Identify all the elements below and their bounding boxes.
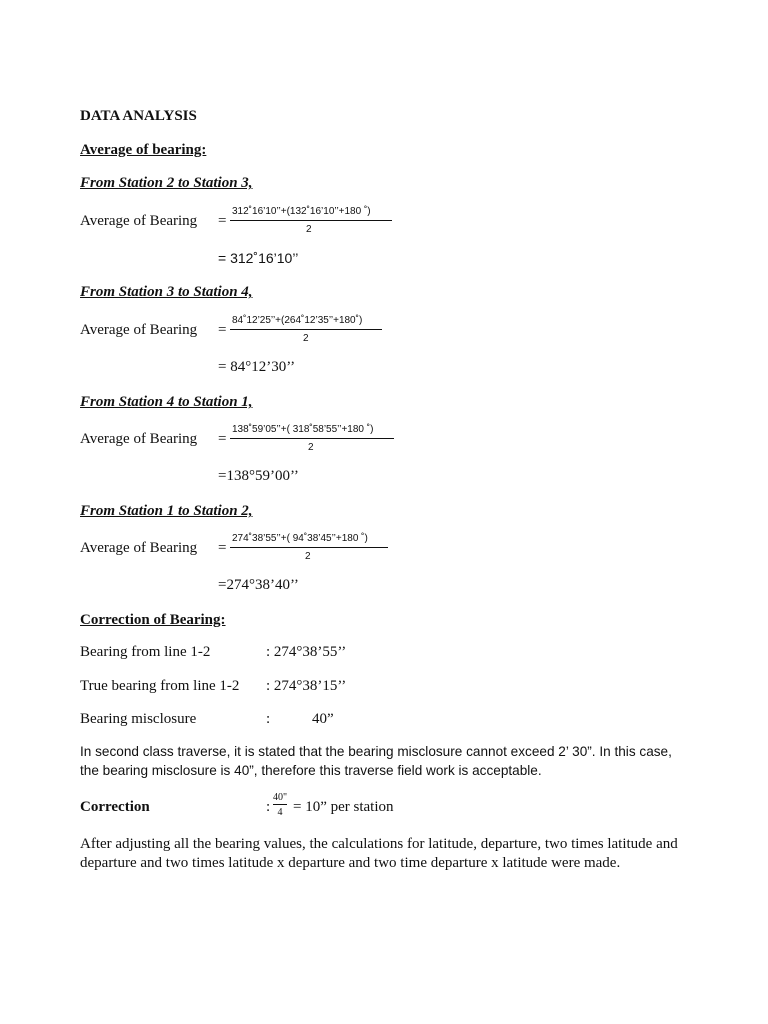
- average-result: = 312˚16’10’’: [218, 250, 299, 266]
- block-title: From Station 3 to Station 4,: [80, 284, 253, 300]
- row-label: Bearing misclosure: [80, 711, 197, 727]
- row-label: Bearing from line 1-2: [80, 644, 211, 660]
- block-title: From Station 2 to Station 3,: [80, 175, 253, 191]
- final-paragraph: After adjusting all the bearing values, the calculations for latitude, departure, two times latitude and departure and two times latitude x departure and two time departure x latitude were made.: [80, 836, 678, 871]
- row-value: : 274°38’55’’: [266, 644, 347, 660]
- average-label: Average of Bearing: [80, 322, 198, 338]
- correction-section-title: Correction of Bearing:: [80, 612, 226, 628]
- fraction-denominator: 2: [308, 442, 314, 453]
- row-value: : 274°38’15’’: [266, 678, 347, 694]
- average-label: Average of Bearing: [80, 213, 198, 229]
- average-label: Average of Bearing: [80, 540, 198, 556]
- fraction-numerator: 274˚38’55’’+( 94˚38’45’’+180 ˚): [232, 533, 368, 544]
- average-result: =138°59’00’’: [218, 468, 299, 484]
- fraction-denominator: 2: [305, 551, 311, 562]
- fraction-denominator: 2: [306, 224, 312, 235]
- correction-result: = 10” per station: [293, 799, 394, 815]
- fraction-bar: [230, 438, 394, 439]
- fraction-denominator: 2: [303, 333, 309, 344]
- average-section-title: Average of bearing:: [80, 142, 207, 158]
- average-result: = 84°12’30’’: [218, 359, 296, 375]
- fraction-numerator: 312˚16’10’’+(132˚16’10’’+180 ˚): [232, 206, 371, 217]
- row-label: True bearing from line 1-2: [80, 678, 240, 694]
- block-title: From Station 4 to Station 1,: [80, 394, 253, 410]
- row-value: 40”: [312, 711, 334, 727]
- correction-fraction-bar: [273, 804, 287, 805]
- fraction-bar: [230, 220, 392, 221]
- equals-sign: =: [218, 322, 227, 338]
- correction-colon: :: [266, 799, 271, 815]
- average-label: Average of Bearing: [80, 431, 198, 447]
- page-heading: DATA ANALYSIS: [80, 108, 197, 124]
- fraction-numerator: 138˚59’05’’+( 318˚58’55’’+180 ˚): [232, 424, 374, 435]
- equals-sign: =: [218, 540, 227, 556]
- fraction-bar: [230, 547, 388, 548]
- equals-sign: =: [218, 431, 227, 447]
- block-title: From Station 1 to Station 2,: [80, 503, 253, 519]
- fraction-numerator: 84˚12’25’’+(264˚12’35’’+180˚): [232, 315, 363, 326]
- correction-denominator: 4: [277, 807, 283, 818]
- correction-numerator: 40": [272, 792, 288, 803]
- fraction-bar: [230, 329, 382, 330]
- misclosure-paragraph: In second class traverse, it is stated that the bearing misclosure cannot exceed 2’ 30”. In this case, the bearing misclosure is 40”, therefore this traverse field work is acceptable.: [80, 744, 672, 778]
- row-colon: :: [266, 711, 271, 727]
- correction-label: Correction: [80, 799, 150, 815]
- average-result: =274°38’40’’: [218, 577, 299, 593]
- equals-sign: =: [218, 213, 227, 229]
